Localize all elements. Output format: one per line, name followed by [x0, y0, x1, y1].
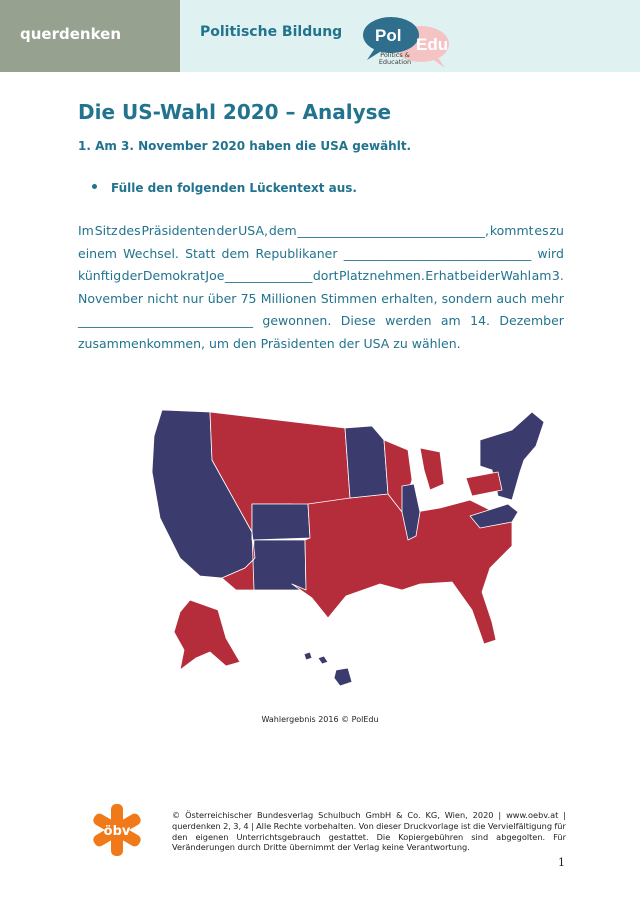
- word: des: [118, 223, 141, 238]
- logo-sub-line-1: Politics &: [380, 51, 410, 59]
- logo-edu-text: Edu: [416, 35, 449, 54]
- paragraph-line: [78, 265, 564, 288]
- word: dem: [221, 245, 250, 261]
- word: hat: [438, 268, 460, 284]
- word: Die: [376, 831, 391, 842]
- word: kommt: [489, 223, 534, 238]
- word: einem: [78, 245, 117, 261]
- logo-subtitle: [365, 52, 425, 66]
- state-alaska: [174, 600, 240, 670]
- word: 14.: [470, 313, 491, 329]
- word: Kopiergebühren: [398, 831, 464, 842]
- word: Wechsel.: [123, 245, 179, 261]
- word: nur: [182, 290, 204, 306]
- word: Rechte: [273, 820, 302, 831]
- word: eigenen: [195, 831, 229, 842]
- word: Er: [425, 268, 439, 284]
- word: ______________________________: [343, 245, 532, 261]
- word: |: [563, 810, 566, 820]
- word: künftig: [78, 268, 122, 284]
- word: über: [207, 290, 237, 306]
- word: sind: [471, 831, 489, 842]
- word: Im: [78, 223, 94, 238]
- word: Diese: [340, 313, 376, 329]
- footer-line: [172, 832, 566, 843]
- logo-pol-text: Pol: [375, 26, 402, 45]
- word: der: [479, 268, 501, 284]
- word: &: [396, 810, 403, 820]
- us-election-map: [140, 400, 560, 700]
- footer-line: [172, 810, 566, 821]
- footer-line: Veränderungen durch Dritte übernimmt der Verlag keine Verantwortung.: [172, 842, 470, 853]
- word: der: [121, 268, 143, 284]
- word: Co.: [407, 810, 421, 820]
- word: ©: [172, 810, 181, 820]
- word: Von: [358, 820, 374, 831]
- word: den: [172, 831, 188, 842]
- word: Wien,: [444, 810, 468, 820]
- brand-name: querdenken: [20, 25, 122, 43]
- word: Millionen: [260, 290, 317, 306]
- poledu-logo: [353, 12, 453, 72]
- word: ____________________________: [78, 313, 253, 329]
- word: ist: [460, 820, 471, 831]
- word: 2020: [472, 810, 494, 820]
- word: Druckvorlage: [403, 820, 459, 831]
- state-michigan: [420, 448, 444, 490]
- task-text: Fülle den folgenden Lückentext aus.: [111, 181, 357, 195]
- word: Statt: [185, 245, 216, 261]
- map-caption: Wahlergebnis 2016 © PolEdu: [261, 715, 379, 724]
- word: Schulbuch: [318, 810, 361, 820]
- word: November: [78, 290, 144, 306]
- word: mehr: [530, 290, 564, 306]
- us-map-image: [140, 400, 560, 700]
- state-new-mexico: [252, 540, 306, 590]
- word: Präsidenten: [141, 223, 216, 238]
- word: Platz: [338, 268, 370, 284]
- logo-sub-line-2: Education: [378, 58, 412, 66]
- word: 2,: [223, 820, 231, 831]
- cloze-paragraph: [78, 220, 564, 356]
- word: am: [440, 313, 461, 329]
- copyright-footer: [172, 810, 566, 853]
- word: die: [472, 820, 486, 831]
- word: werden: [385, 313, 432, 329]
- word: dieser: [376, 820, 402, 831]
- word: dem: [268, 223, 297, 238]
- word: querdenken: [172, 820, 221, 831]
- word: 4: [243, 820, 249, 831]
- word: Republikaner: [255, 245, 338, 261]
- task-item: [92, 181, 357, 195]
- word: der: [216, 223, 238, 238]
- word: KG,: [425, 810, 440, 820]
- word: 3,: [233, 820, 242, 831]
- word: GmbH: [365, 810, 392, 820]
- word: 3.: [551, 268, 564, 284]
- publisher-logo: [92, 804, 142, 856]
- word: Für: [553, 831, 566, 842]
- word: ______________________________,: [297, 223, 489, 238]
- word: vorbehalten.: [304, 820, 357, 831]
- word: auch: [496, 290, 527, 306]
- word: USA,: [238, 223, 268, 238]
- word: es: [534, 223, 549, 238]
- word: Bundesverlag: [257, 810, 314, 820]
- word: nehmen.: [369, 268, 425, 284]
- state-pennsylvania: [466, 472, 502, 496]
- footer-line: [172, 821, 566, 832]
- brand-bar: [0, 0, 180, 72]
- word: gewonnen.: [262, 313, 332, 329]
- word: gestattet.: [328, 831, 369, 842]
- publisher-logo-text: öbv: [103, 824, 131, 839]
- state-colorado: [252, 504, 310, 540]
- word: nicht: [147, 290, 179, 306]
- word: Stimmen: [320, 290, 378, 306]
- word: für: [554, 820, 566, 831]
- word: Dezember: [499, 313, 564, 329]
- paragraph-line: [78, 288, 564, 311]
- paragraph-line: [78, 310, 564, 333]
- word: 75: [240, 290, 257, 306]
- word: |: [250, 820, 254, 831]
- word: |: [498, 810, 502, 820]
- word: Unterrichtsgebrauch: [236, 831, 321, 842]
- state-hawaii-3: [334, 668, 352, 686]
- state-hawaii-2: [318, 656, 328, 664]
- word: zu: [549, 223, 564, 238]
- word: Österreichischer: [185, 810, 253, 820]
- word: Demokrat: [142, 268, 205, 284]
- word: Vervielfältigung: [487, 820, 553, 831]
- question-1: 1. Am 3. November 2020 haben die USA gewählt.: [78, 139, 412, 153]
- bullet-icon: [92, 184, 97, 189]
- paragraph-line: [78, 220, 564, 243]
- word: sondern: [441, 290, 493, 306]
- word: abgegolten.: [496, 831, 546, 842]
- word: www.oebv.at: [506, 810, 559, 820]
- word: erhalten,: [381, 290, 438, 306]
- word: ______________: [224, 268, 313, 284]
- paragraph-line: zusammenkommen, um den Präsidenten der USA zu wählen.: [78, 335, 461, 351]
- word: bei: [459, 268, 479, 284]
- word: Joe: [205, 268, 225, 284]
- word: wird: [537, 245, 564, 261]
- word: dort: [312, 268, 339, 284]
- word: Alle: [256, 820, 272, 831]
- state-minnesota: [345, 426, 388, 498]
- page-number: 1: [558, 856, 565, 869]
- page-title: Die US-Wahl 2020 – Analyse: [78, 100, 392, 124]
- word: am: [531, 268, 552, 284]
- word: Sitz: [94, 223, 118, 238]
- paragraph-line: [78, 243, 564, 266]
- state-hawaii-1: [304, 652, 312, 660]
- word: Wahl: [500, 268, 532, 284]
- section-title: Politische Bildung: [200, 24, 343, 40]
